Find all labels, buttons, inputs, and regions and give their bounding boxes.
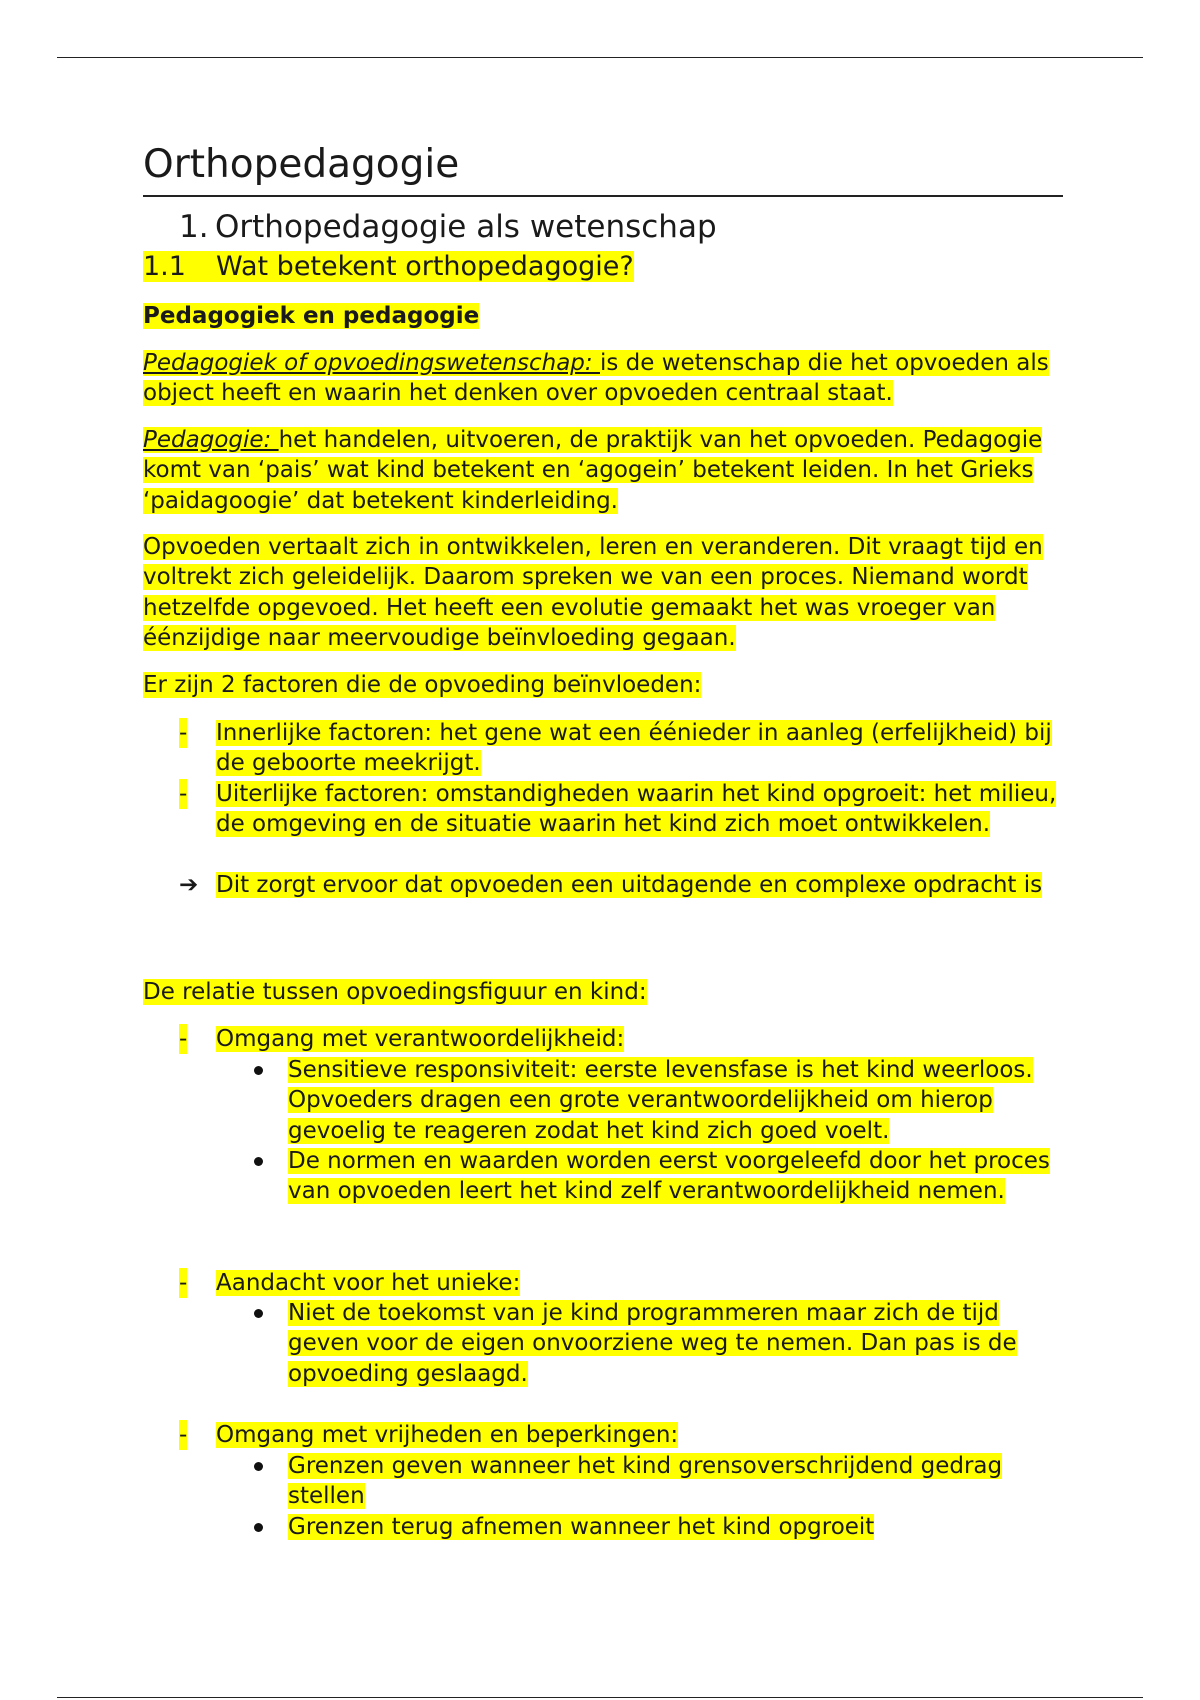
bullet-icon (251, 1055, 263, 1085)
arrow-icon: ➔ (179, 872, 199, 898)
section-number: 1.1 (143, 251, 186, 282)
list-item-text: Omgang met verantwoordelijkheid: (216, 1026, 625, 1052)
dash-marker: - (179, 1268, 187, 1298)
definition-text: het handelen, uitvoeren, de praktijk van het opvoeden. Pedagogie komt van ‘pais’ wat kind betekent en ‘agogein’ betekent leiden. In het Grieks ‘paidagoogie’ dat betekent kinderleiding. (143, 427, 1043, 514)
section-title: Wat betekent orthopedagogie? (216, 251, 634, 282)
sub-list-item-text: Sensitieve responsiviteit: eerste levensfase is het kind weerloos. Opvoeders dragen een grote verantwoordelijkheid om hierop gevoelig te reageren zodat het kind zich goed voelt. (288, 1057, 1033, 1144)
subheading: Pedagogiek en pedagogie (143, 303, 480, 329)
dash-marker: - (179, 1024, 187, 1054)
sub-list-item-text: Niet de toekomst van je kind programmeren maar zich de tijd geven voor de eigen onvoorziene weg te nemen. Dan pas is de opvoeding geslaagd. (288, 1300, 1017, 1387)
chapter-heading (179, 206, 717, 248)
factors-intro: Er zijn 2 factoren die de opvoeding beïnvloeden: (143, 672, 702, 698)
list-item-text: Uiterlijke factoren: omstandigheden waarin het kind opgroeit: het milieu, de omgeving en de situatie waarin het kind zich moet ontwikkelen. (216, 781, 1057, 838)
chapter-title: Orthopedagogie als wetenschap (215, 209, 717, 245)
definition-pedagogie (143, 425, 1063, 516)
definition-term: Pedagogiek of opvoedingswetenschap: (143, 350, 600, 376)
list-item-text: Dit zorgt ervoor dat opvoeden een uitdagende en complexe opdracht is (216, 872, 1043, 898)
dash-marker: - (179, 779, 187, 809)
relation-intro: De relatie tussen opvoedingsfiguur en kind: (143, 979, 647, 1005)
sub-list-item-text: Grenzen terug afnemen wanneer het kind opgroeit (288, 1514, 875, 1540)
definition-pedagogiek (143, 348, 1063, 409)
definition-text: is de wetenschap die het opvoeden als object heeft en waarin het denken over opvoeden centraal staat. (143, 350, 1049, 407)
list-item-text: Aandacht voor het unieke: (216, 1270, 521, 1296)
sub-list-item-text: Grenzen geven wanneer het kind grensoverschrijdend gedrag stellen (288, 1453, 1003, 1510)
page-bottom-rule (57, 1697, 1143, 1698)
bullet-icon (251, 1146, 263, 1176)
section-heading (143, 249, 634, 285)
page-top-rule (57, 57, 1143, 58)
document-title: Orthopedagogie (143, 140, 1063, 197)
chapter-number: 1. (179, 209, 209, 245)
list-item-text: Omgang met vrijheden en beperkingen: (216, 1422, 679, 1448)
dash-marker: - (179, 718, 187, 748)
definition-term: Pedagogie: (143, 427, 279, 453)
sub-list-item-text: De normen en waarden worden eerst voorgeleefd door het proces van opvoeden leert het kind zelf verantwoordelijkheid nemen. (288, 1148, 1050, 1205)
bullet-icon (251, 1298, 263, 1328)
paragraph-opvoeden: Opvoeden vertaalt zich in ontwikkelen, leren en veranderen. Dit vraagt tijd en voltrekt zich geleidelijk. Daarom spreken we van een proces. Niemand wordt hetzelfde opgevoed. Het heeft een evolutie gemaakt het was vroeger van éénzijdige naar meervoudige beïnvloeding gegaan. (143, 534, 1043, 652)
bullet-icon (251, 1451, 263, 1481)
list-item-text: Innerlijke factoren: het gene wat een éénieder in aanleg (erfelijkheid) bij de geboorte meekrijgt. (216, 720, 1052, 777)
bullet-icon (251, 1512, 263, 1542)
dash-marker: - (179, 1420, 187, 1450)
